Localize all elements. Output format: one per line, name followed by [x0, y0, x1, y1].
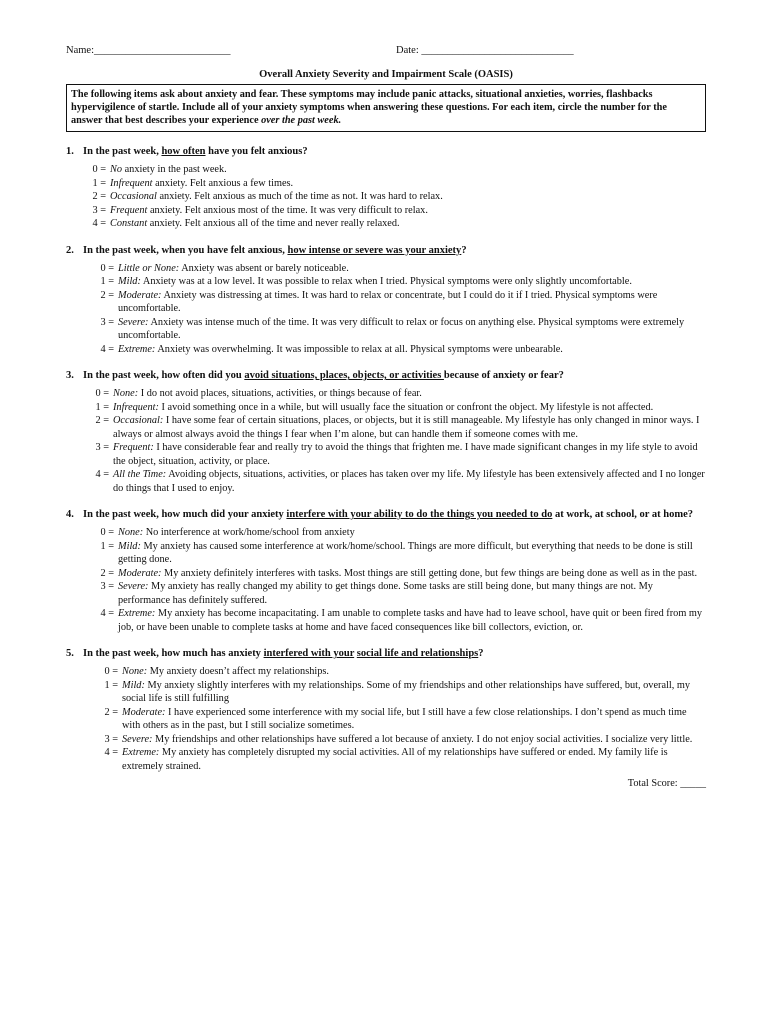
question-text-underlined: interfere with your ability to do the things you needed to do	[286, 509, 553, 521]
name-field[interactable]: Name:__________________________	[66, 45, 231, 56]
option-code[interactable]: 0 =	[92, 164, 106, 176]
option-text	[113, 441, 706, 468]
option-description: Anxiety was absent or barely noticeable.	[179, 262, 349, 274]
option-text	[113, 468, 706, 495]
option-text	[110, 163, 706, 177]
option-text	[113, 387, 706, 401]
option-code[interactable]: 3 =	[100, 581, 114, 593]
option-code[interactable]: 4 =	[95, 469, 109, 481]
answer-option-3[interactable]	[66, 441, 706, 468]
questionnaire-page	[66, 44, 706, 791]
option-code[interactable]: 0 =	[95, 388, 109, 400]
question-number: 1.	[66, 146, 74, 158]
answer-options	[66, 387, 706, 495]
answer-option-3[interactable]	[66, 316, 706, 343]
option-description: anxiety. Felt anxious most of the time. It was very difficult to relax.	[147, 204, 428, 216]
instructions-emphasis: over the past week.	[261, 114, 342, 126]
option-term: Extreme:	[118, 608, 156, 620]
option-text	[113, 401, 706, 415]
option-text	[118, 567, 706, 581]
option-text	[110, 177, 706, 191]
option-text	[118, 580, 706, 607]
option-description: anxiety in the past week.	[122, 164, 227, 176]
question-title	[66, 244, 706, 258]
question-2	[66, 244, 706, 357]
question-text-post: at work, at school, or at home?	[552, 509, 694, 521]
question-number: 4.	[66, 509, 74, 521]
option-term: Occasional	[110, 191, 157, 203]
question-text-underlined: avoid situations, places, objects, or activities	[244, 370, 444, 382]
answer-option-0[interactable]	[66, 163, 706, 177]
option-term: Moderate:	[118, 289, 162, 301]
option-text	[122, 746, 706, 773]
option-code[interactable]: 3 =	[104, 733, 118, 745]
answer-option-4[interactable]	[66, 343, 706, 357]
answer-option-2[interactable]	[66, 706, 706, 733]
question-number: 5.	[66, 648, 74, 660]
option-term: All the Time:	[113, 469, 167, 481]
option-description: My anxiety has really changed my ability to get things done. Some tasks are still being done, but many things are not. My performance has definitely suffered.	[118, 581, 653, 606]
answer-option-0[interactable]	[66, 665, 706, 679]
option-term: Frequent	[110, 204, 148, 216]
option-description: anxiety. Felt anxious all of the time and never really relaxed.	[147, 218, 400, 230]
option-description: I do not avoid places, situations, activities, or things because of fear.	[138, 388, 422, 400]
option-code[interactable]: 3 =	[100, 316, 114, 328]
answer-option-4[interactable]	[66, 217, 706, 231]
page-title: Overall Anxiety Severity and Impairment Scale (OASIS)	[259, 69, 513, 80]
option-description: My friendships and other relationships have suffered a lot because of anxiety. I do not enjoy social activities. I socialize very little.	[152, 733, 693, 745]
answer-option-0[interactable]	[66, 387, 706, 401]
option-term: Little or None:	[118, 262, 180, 274]
option-description: My anxiety doesn’t affect my relationships.	[147, 666, 329, 678]
option-code[interactable]: 0 =	[100, 527, 114, 539]
option-term: Occasional:	[113, 415, 164, 427]
option-text	[122, 679, 706, 706]
option-code[interactable]: 2 =	[95, 415, 109, 427]
option-text	[118, 607, 706, 634]
header-row	[66, 44, 706, 64]
option-description: No interference at work/home/school from anxiety	[143, 527, 355, 539]
instructions-text: The following items ask about anxiety and fear. These symptoms may include panic attacks, situational anxieties, worries, flashbacks hypervigilence of startle. Include all of your anxiety symptoms when answering these questions. For each item, circle the number for the answer that best describes your experience	[71, 88, 667, 126]
option-description: Avoiding objects, situations, activities, or places has taken over my life. My lifestyle has been extensively affected and I no longer do things that I used to enjoy.	[113, 469, 705, 494]
date-field[interactable]: Date: _____________________________	[396, 45, 574, 56]
option-description: Anxiety was intense much of the time. It was very difficult to relax or focus on anything else. Physical symptoms were extremely uncomfortable.	[118, 316, 685, 342]
option-description: I have some fear of certain situations, places, or objects, but it is still manageable. My lifestyle has only changed in minor ways. I always or almost always avoid the things I fear when I’m alone, but can handle them if someone comes with me.	[113, 415, 700, 440]
answer-option-1[interactable]	[66, 177, 706, 191]
question-number: 3.	[66, 370, 74, 382]
option-code[interactable]: 1 =	[100, 540, 114, 552]
option-description: Anxiety was overwhelming. It was impossible to relax at all. Physical symptoms were unbearable.	[155, 343, 563, 355]
question-text-underlined: how intense or severe was your anxiety	[287, 244, 462, 256]
answer-options	[66, 526, 706, 634]
question-text	[83, 369, 706, 383]
answer-option-0[interactable]	[66, 262, 706, 276]
option-description: I have experienced some interference with my social life, but I still have a few close relationships. I don’t spend as much time with others as in the past, but I still socialize sometimes.	[122, 706, 687, 732]
total-score-field[interactable]: Total Score: _____	[627, 778, 706, 790]
option-code[interactable]: 4 =	[100, 608, 114, 620]
option-term: Mild:	[118, 276, 141, 288]
answer-option-3[interactable]	[66, 580, 706, 607]
option-term: Infrequent	[110, 177, 153, 189]
answer-option-2[interactable]	[66, 414, 706, 441]
option-term: Severe:	[118, 581, 149, 593]
option-text	[118, 343, 706, 357]
option-code[interactable]: 0 =	[100, 262, 114, 274]
option-text	[122, 665, 706, 679]
option-description: anxiety. Felt anxious as much of the time as not. It was hard to relax.	[156, 191, 443, 203]
question-text	[83, 508, 706, 522]
question-text	[83, 244, 706, 258]
option-term: Moderate:	[118, 567, 162, 579]
option-term: Severe:	[118, 316, 149, 328]
option-description: I avoid something once in a while, but will usually face the situation or confront the object. My lifestyle is not affected.	[158, 401, 654, 413]
option-code[interactable]: 1 =	[104, 679, 118, 691]
option-text	[118, 275, 706, 289]
question-text	[83, 647, 706, 661]
answer-option-0[interactable]	[66, 526, 706, 540]
option-description: I have considerable fear and really try to avoid the things that frighten me. I have made significant changes in my life style to avoid the object, situation, activity, or place.	[113, 442, 698, 467]
option-term: Moderate:	[122, 706, 166, 718]
question-number: 2.	[66, 244, 74, 256]
option-term: None:	[113, 388, 139, 400]
option-term: Extreme:	[118, 343, 156, 355]
option-text	[110, 204, 706, 218]
option-code[interactable]: 4 =	[100, 343, 114, 355]
option-description: Anxiety was distressing at times. It was hard to relax or concentrate, but I could do it if I tried. Physical symptoms were uncomfortable.	[118, 289, 658, 315]
option-text	[122, 733, 706, 747]
option-code[interactable]: 2 =	[100, 567, 114, 579]
option-term: Infrequent:	[113, 401, 159, 413]
option-text	[118, 540, 706, 567]
question-text-post: because of anxiety or fear?	[443, 370, 564, 382]
option-code[interactable]: 3 =	[92, 204, 106, 216]
option-code[interactable]: 0 =	[104, 666, 118, 678]
answer-option-1[interactable]	[66, 679, 706, 706]
option-text	[113, 414, 706, 441]
question-title	[66, 508, 706, 522]
question-text-pre: In the past week, how much has anxiety	[83, 648, 264, 660]
option-code[interactable]: 1 =	[100, 276, 114, 288]
option-term: None:	[118, 527, 144, 539]
answer-option-4[interactable]	[66, 607, 706, 634]
question-4	[66, 508, 706, 634]
question-text-post: have you felt anxious?	[205, 146, 308, 158]
answer-option-1[interactable]	[66, 275, 706, 289]
question-3	[66, 369, 706, 495]
option-description: My anxiety slightly interferes with my relationships. Some of my friendships and other relationships have suffered, but, overall, my social life is still fulfilling	[122, 679, 691, 705]
answer-option-3[interactable]	[66, 733, 706, 747]
question-1	[66, 145, 706, 231]
option-code[interactable]: 1 =	[95, 401, 109, 413]
question-text-pre: In the past week, how often did you	[83, 370, 245, 382]
option-text	[110, 190, 706, 204]
question-text-underlined-2: social life and relationships	[356, 648, 479, 660]
option-text	[118, 316, 706, 343]
option-term: None:	[122, 666, 148, 678]
option-description: anxiety. Felt anxious a few times.	[152, 177, 294, 189]
question-text-post: ?	[461, 244, 467, 256]
option-text	[118, 526, 706, 540]
option-code[interactable]: 3 =	[95, 442, 109, 454]
instructions-box	[66, 84, 706, 133]
option-code[interactable]: 2 =	[104, 706, 118, 718]
question-title	[66, 369, 706, 383]
option-code[interactable]: 4 =	[104, 747, 118, 759]
option-text	[118, 262, 706, 276]
option-code[interactable]: 4 =	[92, 218, 106, 230]
option-code[interactable]: 1 =	[92, 177, 106, 189]
option-description: My anxiety has become incapacitating. I am unable to complete tasks and have had to leave school, have quit or been fired from my job, or have been unable to complete tasks at home and have faced consequences like bill collectors, eviction, or.	[118, 608, 703, 633]
answer-options	[66, 665, 706, 773]
option-term: Constant	[110, 218, 148, 230]
question-text	[83, 145, 706, 159]
option-code[interactable]: 2 =	[92, 191, 106, 203]
option-description: My anxiety definitely interferes with tasks. Most things are still getting done, but few things are being done as well as in the past.	[161, 567, 698, 579]
answer-option-2[interactable]	[66, 567, 706, 581]
answer-option-1[interactable]	[66, 401, 706, 415]
option-code[interactable]: 2 =	[100, 289, 114, 301]
answer-option-4[interactable]	[66, 468, 706, 495]
question-5	[66, 647, 706, 773]
option-text	[118, 289, 706, 316]
question-title	[66, 145, 706, 159]
option-text	[122, 706, 706, 733]
answer-option-2[interactable]	[66, 190, 706, 204]
option-term: Severe:	[122, 733, 153, 745]
option-description: My anxiety has completely disrupted my social activities. All of my relationships have suffered or ended. My family life is extremely strained.	[122, 747, 668, 772]
question-text-post: ?	[478, 648, 484, 660]
option-term: Frequent:	[113, 442, 154, 454]
question-text-pre: In the past week, when you have felt anxious,	[83, 244, 288, 256]
answer-option-4[interactable]	[66, 746, 706, 773]
question-text-pre: In the past week, how much did your anxiety	[83, 509, 287, 521]
question-text-pre: In the past week,	[83, 146, 162, 158]
option-term: No	[110, 164, 123, 176]
question-text-underlined: how often	[161, 146, 206, 158]
answer-options	[66, 163, 706, 231]
answer-option-2[interactable]	[66, 289, 706, 316]
question-text-underlined: interfered with your	[263, 648, 355, 660]
option-term: Mild:	[118, 540, 141, 552]
option-term: Mild:	[122, 679, 145, 691]
question-title	[66, 647, 706, 661]
answer-option-1[interactable]	[66, 540, 706, 567]
answer-options	[66, 262, 706, 357]
option-text	[110, 217, 706, 231]
answer-option-3[interactable]	[66, 204, 706, 218]
option-description: My anxiety has caused some interference at work/home/school. Things are more difficult, but everything that needs to be done is still getting done.	[118, 540, 693, 566]
option-term: Extreme:	[122, 747, 160, 759]
option-description: Anxiety was at a low level. It was possible to relax when I tried. Physical symptoms were only slightly uncomfortable.	[140, 276, 632, 288]
